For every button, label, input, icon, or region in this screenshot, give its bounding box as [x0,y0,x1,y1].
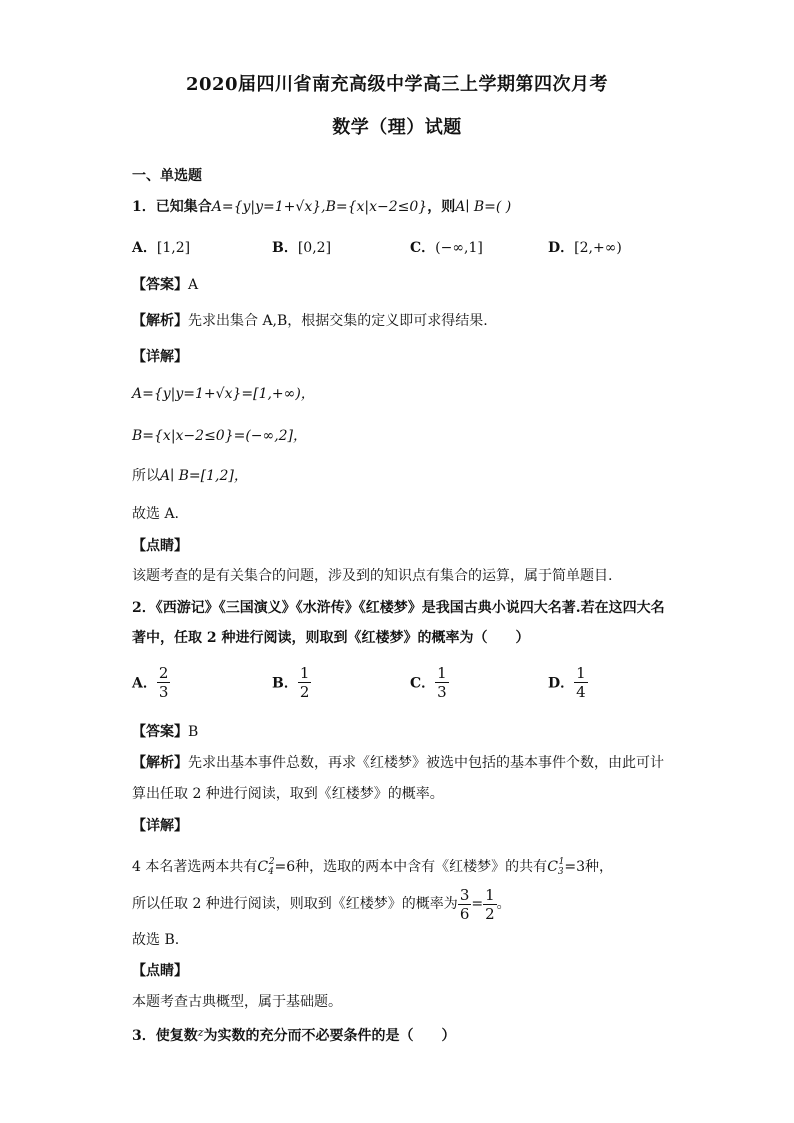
q2-analysis-line-1 [132,753,664,773]
q2-answer-tag: 【答案】 [132,724,188,740]
q1-answer-tag: 【答案】 [132,277,188,293]
q2-answer-value: B [188,724,199,740]
q2-answer [132,722,198,742]
q2-prob-frac-2-num: 1 [485,885,495,904]
q2-option-d-fraction [574,664,588,701]
q1-analysis-text: 先求出集合 A,B，根据交集的定义即可求得结果. [188,313,488,329]
q2-option-d-num: 1 [576,664,586,682]
q2-option-a-den: 3 [158,683,169,701]
q2-option-c-fraction [435,664,449,701]
q1-stem-prefix: 1．已知集合 [132,199,212,215]
q2-comb-1 [257,859,274,875]
q2-analysis-tag: 【解析】 [132,755,188,771]
q1-comment-text: 该题考查的是有关集合的问题，涉及到的知识点有集合的运算，属于简单题目. [132,568,613,584]
q1-option-d-value: [2,+∞) [574,240,622,256]
q1-option-c [410,237,483,257]
q2-comment-tag: 【点睛】 [132,963,188,979]
q2-stem-line-1: 2．《西游记》《三国演义》《水浒传》《红楼梦》是我国古典小说四大名著.若在这四大名 [132,600,665,616]
q1-detail-tag: 【详解】 [132,349,188,365]
q2-option-b [272,664,311,701]
q1-option-a-value: [1,2] [156,240,191,256]
q3-stem [132,1023,456,1046]
q1-stem-tail: A∣ B=( ) [455,199,512,215]
q1-option-b-label: B． [272,240,298,256]
q1-option-c-label: C． [410,240,436,256]
q3-stem-a: 3．使复数 [132,1028,198,1044]
q2-detail-line-3: 故选 B. [132,932,180,948]
section-heading: 一、单选题 [132,168,202,184]
q1-set-b: ,B={x|x−2≤0} [321,199,428,215]
q2-option-c-den: 3 [437,683,447,701]
q2-comb-1-sub: 4 [268,867,274,877]
q2-option-a-fraction [157,664,171,701]
q2-option-a-num: 2 [158,664,169,682]
q3-stem-z: z [197,1026,204,1039]
exam-title: 2020届四川省南充高级中学高三上学期第四次月考 [185,74,609,95]
q2-stem-line-2: 著中，任取 2 种进行阅读，则取到《红楼梦》的概率为（ ） [132,630,530,646]
q2-detail-text-c: =3种， [564,859,614,875]
q3-stem-b: 为实数的充分而不必要条件的是（ ） [203,1028,456,1044]
q1-analysis-tag: 【解析】 [132,313,188,329]
q1-comment-tag: 【点睛】 [132,538,188,554]
q2-option-d-den: 4 [576,683,586,701]
q2-option-b-den: 2 [299,683,310,701]
q2-comb-1-sup: 2 [268,857,275,867]
q2-option-a [132,664,170,701]
exam-subtitle: 数学（理）试题 [332,117,462,138]
q1-detail-line-2: B={x|x−2≤0}=(−∞,2]， [132,428,308,444]
q2-comb-2-sub: 3 [557,867,564,877]
q2-option-c [410,664,449,701]
q2-comb-2 [547,859,564,875]
q2-option-b-num: 1 [299,664,310,682]
q1-detail-line-1: A={y|y=1+√x}=[1,+∞)， [132,386,315,402]
q2-comb-1-symbol: C [257,859,269,875]
q2-detail-line-2 [132,884,511,924]
q2-prob-equals: = [471,896,484,912]
q2-option-b-label: B． [272,675,298,692]
q1-stem [132,197,511,217]
q1-detail-line-4: 故选 A. [132,506,180,522]
q1-analysis [132,311,488,331]
q2-analysis-line-2: 算出任取 2 种进行阅读，取到《红楼梦》的概率。 [132,786,444,802]
q2-prob-frac-1-num: 3 [459,885,470,904]
q2-option-d-label: D． [548,675,575,692]
q1-option-d [548,237,622,257]
q2-option-d [548,664,588,701]
q1-answer [132,275,198,295]
q2-detail-text-a: 4 本名著选两本共有 [132,859,258,875]
q2-prob-frac-1 [458,886,472,923]
q2-option-b-fraction [298,664,312,701]
q2-prob-end: 。 [496,896,511,912]
q1-option-b-value: [0,2] [297,240,332,256]
q1-option-a [132,237,190,257]
q2-detail-tag: 【详解】 [132,818,188,834]
q2-comment-text: 本题考查古典概型，属于基础题。 [132,994,342,1010]
q1-set-a: A={y|y=1+√x} [211,199,322,215]
q1-option-c-value: (−∞,1] [435,240,483,256]
q1-detail-line-3-prefix: 所以 [132,468,160,484]
q2-prob-frac-2 [483,886,497,923]
q1-answer-value: A [188,277,199,293]
q2-detail-line-1 [132,852,613,882]
q2-option-a-label: A． [132,675,157,692]
q2-detail-line-2-text: 所以任取 2 种进行阅读，则取到《红楼梦》的概率为 [132,896,458,912]
q1-detail-line-3 [132,466,248,486]
q1-detail-line-3-math: A∣ B=[1,2]， [160,468,248,484]
q2-detail-text-b: =6种，选取的两本中含有《红楼梦》的共有 [274,859,548,875]
q2-comb-2-symbol: C [547,859,558,875]
q2-option-c-num: 1 [437,664,447,682]
q2-option-c-label: C． [410,675,436,692]
q1-stem-suffix: ，则 [427,199,456,215]
q2-comb-2-sup: 1 [558,857,565,867]
q1-option-b [272,237,331,257]
q1-option-d-label: D． [548,240,575,256]
q2-analysis-text-1: 先求出基本事件总数，再求《红楼梦》被选中包括的基本事件个数，由此可计 [188,755,664,771]
q2-prob-frac-2-den: 2 [485,904,495,923]
q2-prob-frac-1-den: 6 [459,904,470,923]
q1-option-a-label: A． [132,240,157,256]
